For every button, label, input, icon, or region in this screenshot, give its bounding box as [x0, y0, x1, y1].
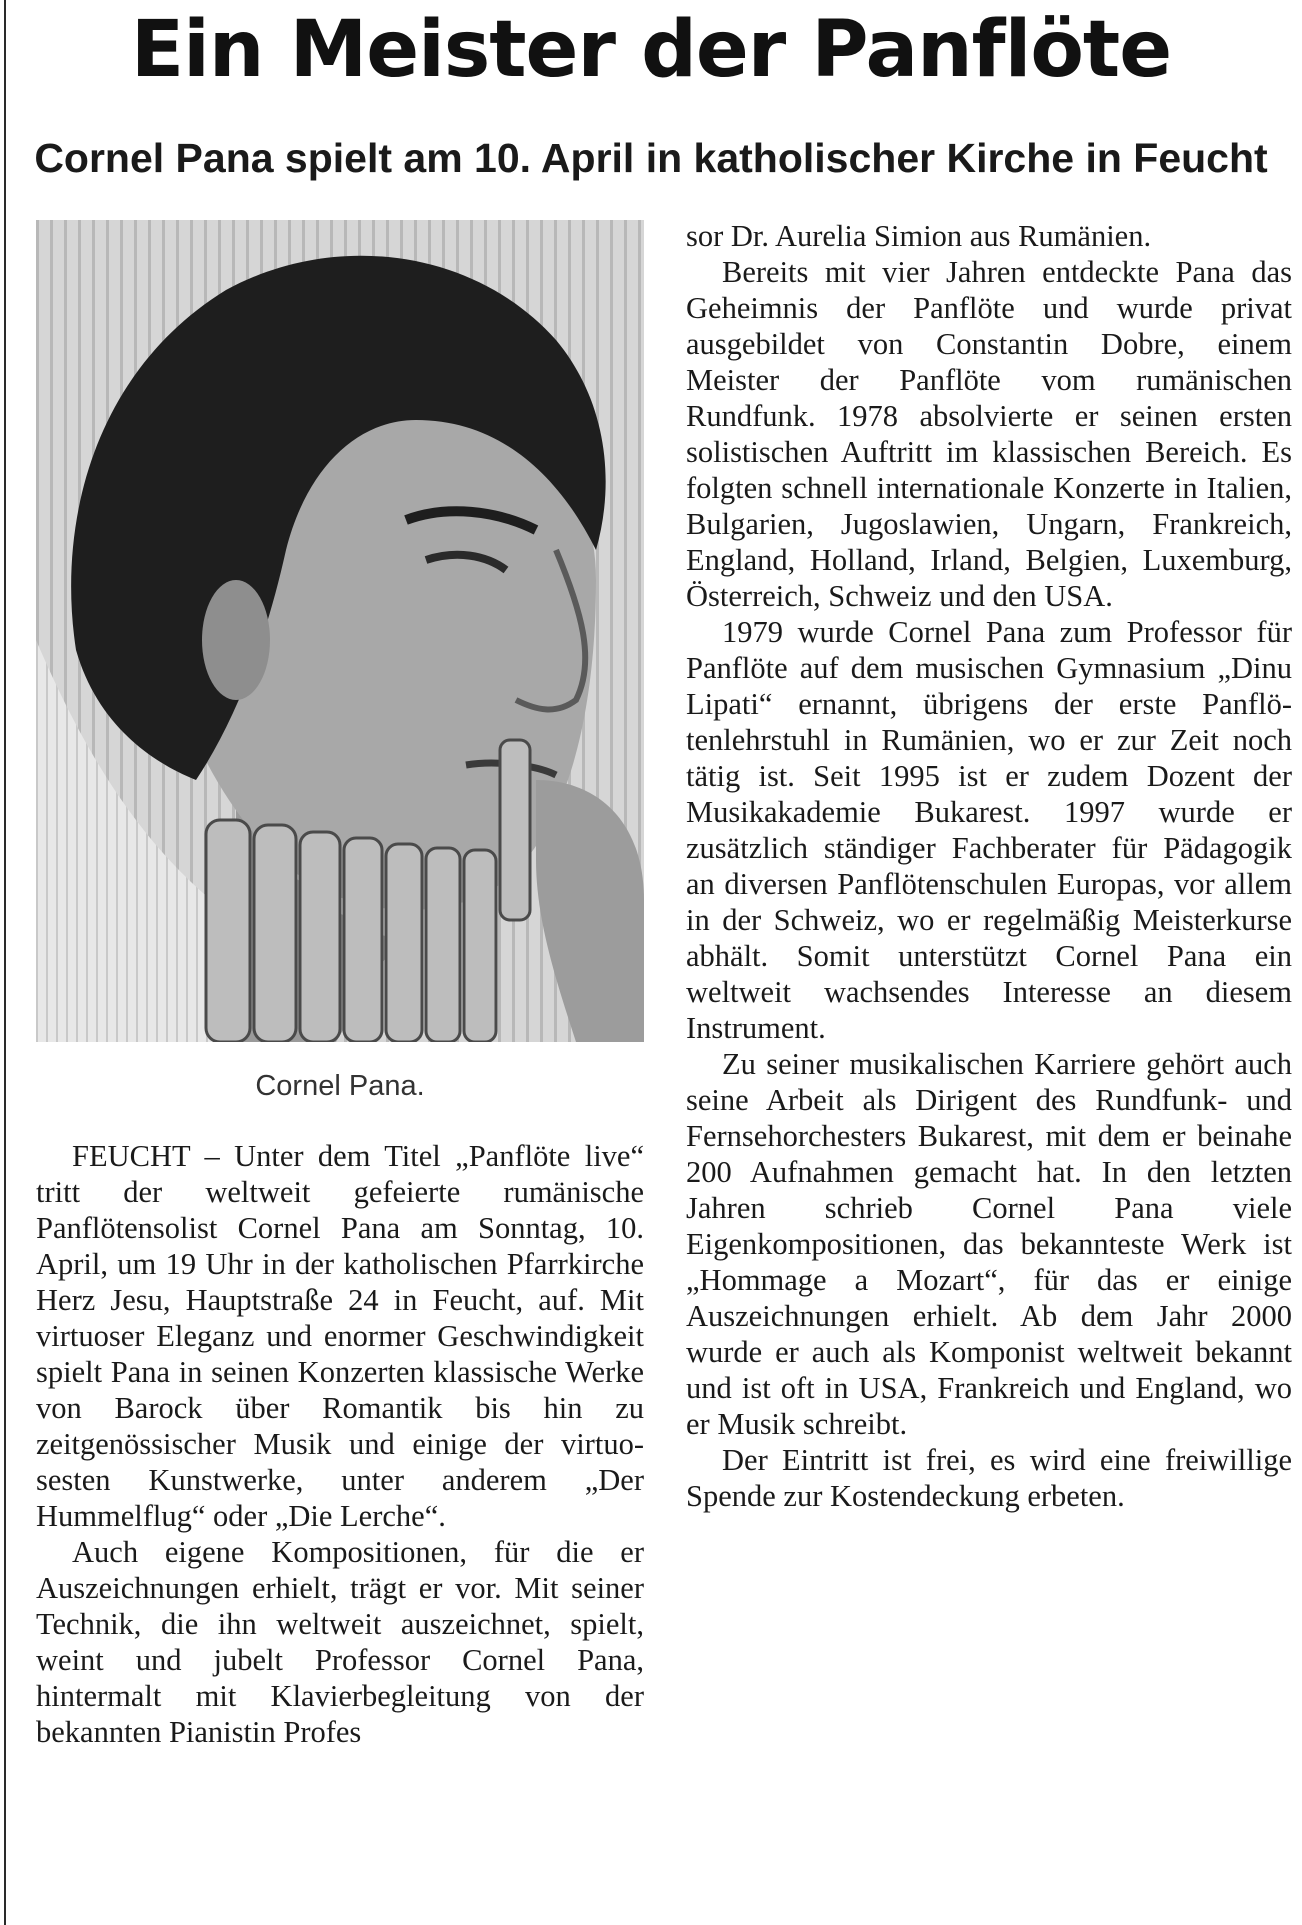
- right-column: [686, 218, 1292, 1514]
- paragraph: Zu seiner musikalischen Karriere gehört auch seine Arbeit als Dirigent des Rundfunk- und Fernsehorchesters Bukarest, mit dem er beinahe 200 Aufnahmen gemacht hat. In den letzten Jahren schrieb Cornel Pana viele Eigenkompositionen, das bekannteste Werk ist „Hommage a Mozart“, für das er einige Auszeichnungen erhielt. Ab dem Jahr 2000 wurde er auch als Komponist weltweit bekannt und ist oft in USA, Frankreich und England, wo er Musik schreibt.: [686, 1047, 1292, 1441]
- portrait-photo: [36, 220, 644, 1042]
- paragraph: Auch eigene Kompositionen, für die er Auszeichnungen erhielt, trägt er vor. Mit seiner Technik, die ihn weltweit auszeichnet, spielt, weint und jubelt Professor Cornel Pana, hintermalt mit Klavierbegleitung von der bekannten Pianistin Profes: [36, 1535, 644, 1749]
- left-border-rule: [4, 0, 6, 1925]
- article-headline: Ein Meister der Panflöte: [130, 5, 1172, 95]
- portrait-illustration: [36, 220, 644, 1042]
- photo-caption: Cornel Pana.: [255, 1070, 425, 1102]
- paragraph: FEUCHT – Unter dem Titel „Panflöte live“ tritt der weltweit gefeierte rumänische Panflötensolist Cornel Pana am Sonntag, 10. April, um 19 Uhr in der katholischen Pfarrkirche Herz Jesu, Hauptstraße 24 in Feucht, auf. Mit virtuoser Eleganz und enormer Geschwindigkeit spielt Pana in seinen Konzerten klassische Werke von Barock über Romantik bis hin zu zeitgenössischer Musik und einige der virtuosesten Kunstwerke, unter anderem „Der Hummelflug“ oder „Die Lerche“.: [36, 1139, 644, 1533]
- paragraph: sor Dr. Aurelia Simion aus Rumänien.: [686, 219, 1152, 253]
- paragraph: Bereits mit vier Jahren entdeckte Pana das Geheimnis der Panflöte und wurde privat ausgebildet von Constantin Dobre, einem Meister der Panflöte vom rumänischen Rundfunk. 1978 absolvierte er seinen ersten solistischen Auftritt im klassischen Bereich. Es folgten schnell internationale Konzerte in Italien, Bulgarien, Jugoslawien, Ungarn, Frankreich, England, Holland, Irland, Belgien, Luxemburg, Österreich, Schweiz und den USA.: [686, 255, 1292, 613]
- paragraph: Der Eintritt ist frei, es wird eine freiwillige Spende zur Kostendeckung erbeten.: [686, 1443, 1292, 1513]
- article-subheadline: Cornel Pana spielt am 10. April in katholischer Kirche in Feucht: [34, 135, 1268, 181]
- paragraph: 1979 wurde Cornel Pana zum Professor für Panflöte auf dem musischen Gymnasium „Dinu Lipati“ ernannt, übrigens der erste Panflötenlehrstuhl in Rumänien, wo er zur Zeit noch tätig ist. Seit 1995 ist er zudem Dozent der Musikakademie Bukarest. 1997 wurde er zusätzlich ständiger Fachberater für Pädagogik an diversen Panflötenschulen Europas, vor allem in der Schweiz, wo er regelmäßig Meisterkurse abhält. Somit unterstützt Cornel Pana ein weltweit wachsendes Interesse an diesem Instrument.: [686, 615, 1292, 1045]
- left-column: [36, 1138, 644, 1750]
